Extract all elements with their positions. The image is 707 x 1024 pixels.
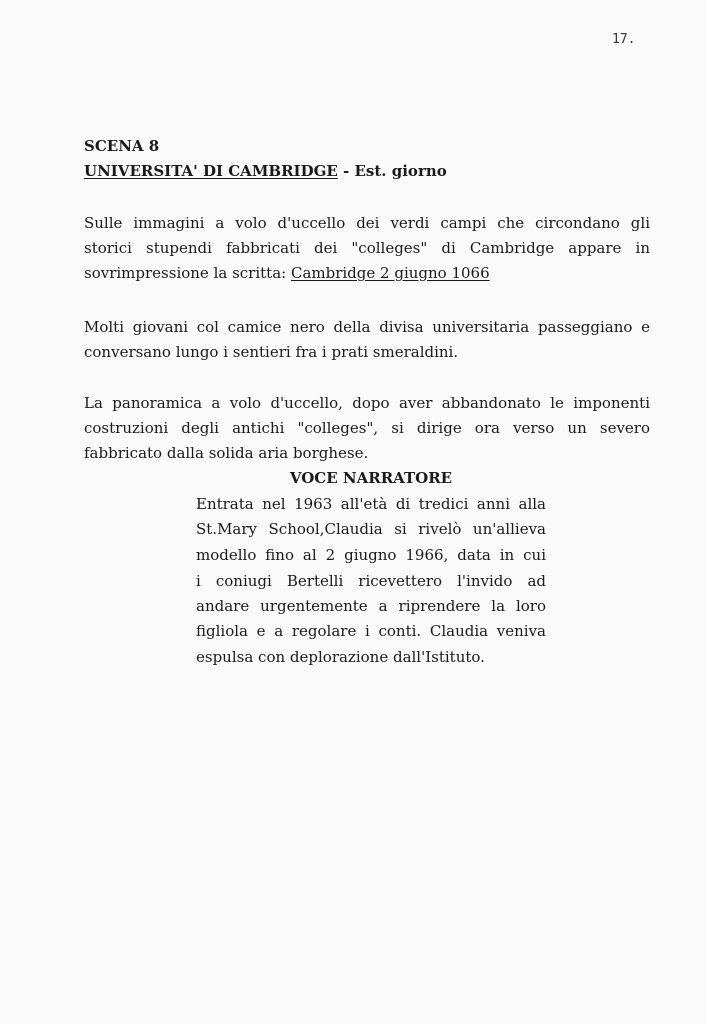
narrator-line: espulsa con deplorazione dall'Istituto.: [196, 648, 485, 666]
paragraph-line: La panoramica a volo d'uccello, dopo aver abbandonato le imponenti: [84, 394, 650, 412]
paragraph-line: costruzioni degli antichi "colleges", si dirige ora verso un severo: [84, 419, 650, 437]
narrator-line: Entrata nel 1963 all'età di tredici anni alla: [196, 495, 546, 513]
narrator-line: i coniugi Bertelli ricevettero l'invido ad: [196, 572, 546, 590]
paragraph-line: [84, 263, 650, 283]
scene-time: - Est. giorno: [337, 162, 447, 180]
narrator-line: St.Mary School,Claudia si rivelò un'allieva: [196, 520, 546, 538]
paragraph-line: Sulle immagini a volo d'uccello dei verdi campi che circondano gli: [84, 214, 650, 232]
paragraph-line: conversano lungo i sentieri fra i prati smeraldini.: [84, 343, 459, 361]
paragraph-line: fabbricato dalla solida aria borghese.: [84, 444, 369, 462]
narrator-line: modello fino al 2 giugno 1966, data in cui: [196, 546, 546, 564]
page-number: 17.: [612, 32, 636, 47]
narrator-line: andare urgentemente a riprendere la loro: [196, 597, 546, 615]
scene-location: UNIVERSITA' DI CAMBRIDGE: [84, 162, 338, 180]
caption-prefix: sovrimpressione la scritta:: [84, 264, 291, 282]
scene-heading: [84, 161, 447, 181]
paragraph-line: Molti giovani col camice nero della divisa universitaria passeggiano e: [84, 318, 650, 336]
caption-text: Cambridge 2 giugno 1066: [290, 264, 490, 282]
narrator-line: figliola e a regolare i conti. Claudia veniva: [196, 622, 546, 640]
paragraph-line: storici stupendi fabbricati dei "colleges" di Cambridge appare in: [84, 239, 650, 257]
scene-title: SCENA 8: [84, 137, 160, 155]
narrator-heading: VOCE NARRATORE: [289, 469, 453, 487]
